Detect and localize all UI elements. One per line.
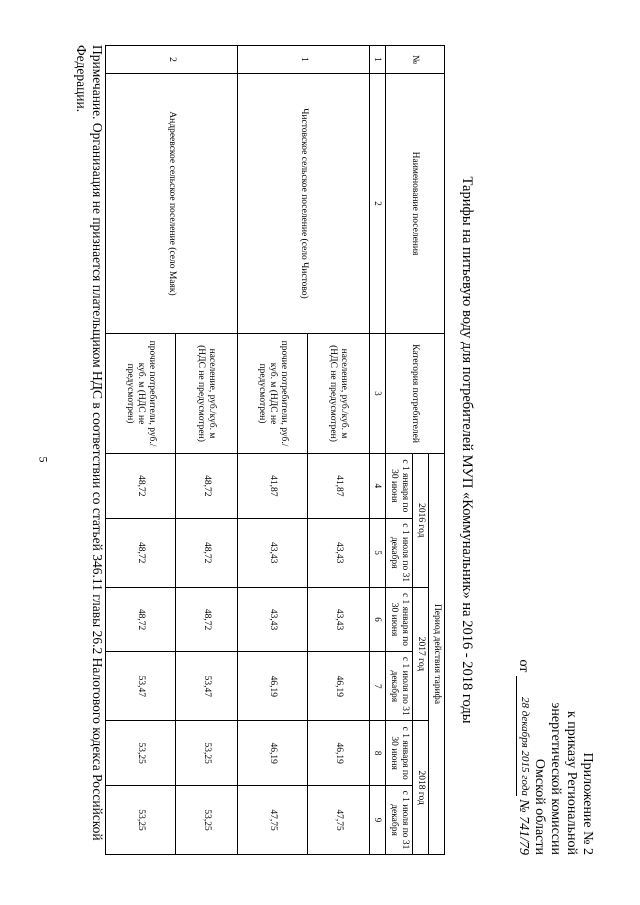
header-year: 2018 год (413, 721, 429, 855)
header-year: 2016 год (413, 454, 429, 588)
appendix-header (514, 625, 595, 855)
tariff-value: 46,19 (238, 652, 308, 721)
tariff-value: 53,25 (176, 721, 238, 786)
column-number: 1 (370, 46, 386, 74)
header-period: Период действия тарифа (429, 454, 445, 855)
rotated-document (35, 25, 595, 875)
appendix-handwritten-number: № 741/79 (516, 799, 531, 855)
tariff-value: 48,72 (176, 587, 238, 652)
column-number: 7 (370, 652, 386, 721)
column-number: 8 (370, 721, 386, 786)
header-subperiod: с 1 июля по 31 декабря (386, 786, 413, 855)
tariff-value: 48,72 (106, 518, 176, 587)
column-number: 2 (370, 74, 386, 334)
appendix-line-2: к приказу Региональной (564, 710, 579, 855)
column-number: 4 (370, 454, 386, 519)
header-subperiod: с 1 июля по 31 декабря (386, 652, 413, 721)
footnote: Примечание. Организация не признается плательщиком НДС в соответствии со статьей 346.11 главы 26.2 Налогового кодекса Российской Федерации. (74, 45, 105, 841)
row-num: 1 (238, 46, 370, 74)
tariff-value: 48,72 (106, 587, 176, 652)
tariff-value: 46,19 (238, 721, 308, 786)
row-category: население, руб./куб. м (НДС не предусмотрен) (308, 334, 370, 454)
tariff-value: 53,47 (176, 652, 238, 721)
row-num: 2 (106, 46, 238, 74)
tariff-value: 46,19 (308, 721, 370, 786)
appendix-date-prefix: от (516, 659, 531, 673)
tariff-value: 41,87 (308, 454, 370, 519)
header-subperiod: с 1 января по 30 июня (386, 721, 413, 786)
appendix-line-1: Приложение № 2 (580, 752, 595, 855)
header-subperiod: с 1 января по 30 июня (386, 587, 413, 652)
header-category: Категория потребителей (386, 334, 445, 454)
tariff-value: 43,43 (238, 518, 308, 587)
tariff-value: 53,47 (106, 652, 176, 721)
header-num: № (386, 46, 445, 74)
tariff-value: 43,43 (308, 518, 370, 587)
tariff-value: 53,25 (106, 786, 176, 855)
appendix-handwritten-date: 28 декабря 2015 года (516, 676, 533, 796)
page-number: 5 (36, 456, 51, 463)
column-number: 3 (370, 334, 386, 454)
appendix-line-4: Омской области (532, 758, 547, 855)
tariff-value: 43,43 (238, 587, 308, 652)
column-number: 5 (370, 518, 386, 587)
appendix-line-5 (514, 625, 531, 855)
header-subperiod: с 1 июля по 31 декабря (386, 518, 413, 587)
tariff-value: 53,25 (176, 786, 238, 855)
tariff-value: 47,75 (238, 786, 308, 855)
tariff-value: 53,25 (106, 721, 176, 786)
table-row (176, 46, 238, 855)
tariff-value: 43,43 (308, 587, 370, 652)
column-number: 9 (370, 786, 386, 855)
tariff-value: 48,72 (106, 454, 176, 519)
tariff-value: 47,75 (308, 786, 370, 855)
header-subperiod: с 1 января по 30 июня (386, 454, 413, 519)
header-year: 2017 год (413, 587, 429, 721)
row-settlement: Андреевское сельское поселение (село Маяк) (106, 74, 238, 334)
tariff-value: 46,19 (308, 652, 370, 721)
appendix-line-3: энергетической комиссии (548, 702, 563, 855)
row-category: прочие потребители, руб./куб. м (НДС не предусмотрен) (106, 334, 176, 454)
row-category: население, руб./куб. м (НДС не предусмотрен) (176, 334, 238, 454)
header-settlement: Наименование поселения (386, 74, 445, 334)
tariff-value: 48,72 (176, 518, 238, 587)
document-title: Тарифы на питьевую воду для потребителей МУП «Коммунальник» на 2016 - 2018 годы (459, 176, 475, 724)
row-category: прочие потребители, руб./куб. м (НДС не предусмотрен) (238, 334, 308, 454)
table-row (308, 46, 370, 855)
column-number: 6 (370, 587, 386, 652)
tariff-value: 41,87 (238, 454, 308, 519)
tariff-value: 48,72 (176, 454, 238, 519)
column-number-row (370, 46, 386, 855)
tariff-table (105, 45, 445, 855)
row-settlement: Чистовское сельское поселение (село Чистово) (238, 74, 370, 334)
